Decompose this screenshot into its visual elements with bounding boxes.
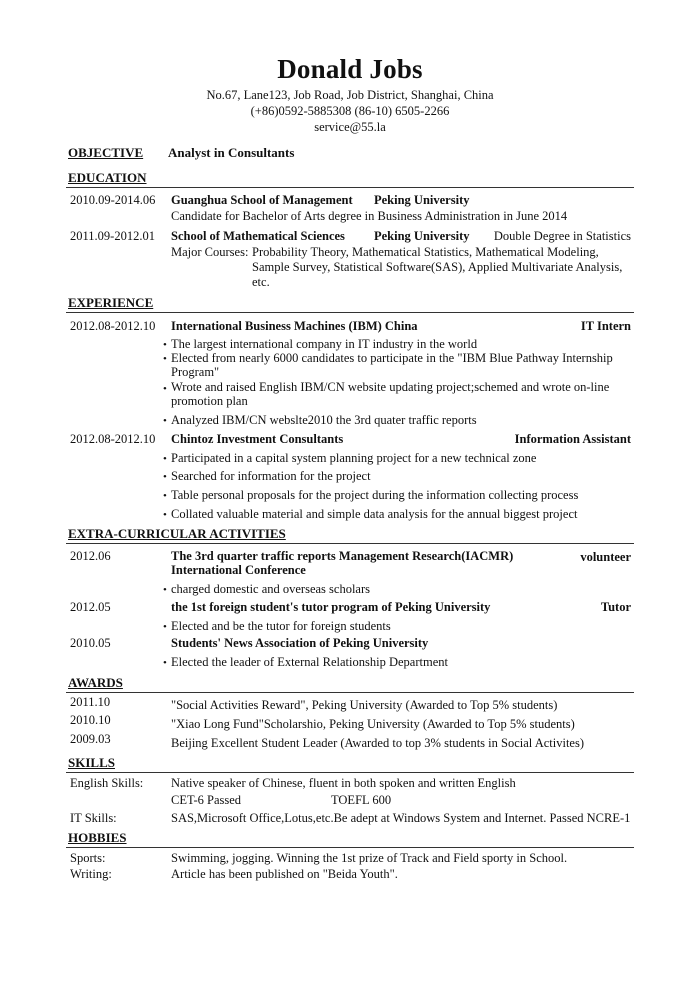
exp-2-bullet-4: Collated valuable material and simple data analysis for the annual biggest project [171,507,578,521]
education-divider [66,187,634,188]
exp-1-bullet-4: Analyzed IBM/CN webslte2010 the 3rd quater traffic reports [171,413,477,427]
english-skills-text: Native speaker of Chinese, fluent in both spoken and written English [171,776,516,790]
skills-divider [66,772,634,773]
act-2-date: 2012.05 [70,600,111,614]
edu-1-university: Peking University [374,193,470,207]
bullet-icon: • [163,339,167,351]
it-skills-label: IT Skills: [70,811,117,825]
awards-heading: AWARDS [68,675,123,690]
writing-text: Article has been published on "Beida Youth". [171,867,398,881]
hobbies-divider [66,847,634,848]
bullet-icon: • [163,453,167,465]
objective-heading: OBJECTIVE [68,145,144,160]
exp-1-date: 2012.08-2012.10 [70,319,156,333]
exp-2-bullet-1: Participated in a capital system planning project for a new technical zone [171,451,537,465]
bullet-icon: • [163,353,167,365]
candidate-name: Donald Jobs [277,54,423,84]
education-heading: EDUCATION [68,170,147,185]
english-skills-label: English Skills: [70,776,144,790]
email: service@55.la [314,120,386,134]
edu-2-courses-label: Major Courses: [171,245,249,259]
exp-1-bullet-1: The largest international company in IT industry in the world [171,337,478,351]
exp-1-bullet-2-cont: Program" [171,365,220,379]
exp-1-bullet-3-cont: promotion plan [171,394,248,408]
bullet-icon: • [163,471,167,483]
awards-divider [66,692,634,693]
exp-2-date: 2012.08-2012.10 [70,432,156,446]
act-1-title: The 3rd quarter traffic reports Management Research(IACMR) [171,549,514,563]
bullet-icon: • [163,383,167,395]
act-2-bullet-1: Elected and be the tutor for foreign students [171,619,391,633]
edu-2-courses-line-1: Probability Theory, Mathematical Statistics, Mathematical Modeling, [252,245,599,259]
bullet-icon: • [163,657,167,669]
toefl-result: TOEFL 600 [331,793,392,807]
exp-2-bullet-2: Searched for information for the project [171,469,371,483]
edu-2-courses-line-3: etc. [252,275,270,289]
bullet-icon: • [163,584,167,596]
phone-numbers: (+86)0592-5885308 (86-10) 6505-2266 [250,104,450,118]
edu-2-school: School of Mathematical Sciences [171,229,345,243]
award-1-text: "Social Activities Reward", Peking University (Awarded to Top 5% students) [171,698,558,712]
bullet-icon: • [163,415,167,427]
objective-value: Analyst in Consultants [168,145,295,160]
exp-1-bullet-2: Elected from nearly 6000 candidates to participate in the "IBM Blue Pathway Internship [171,351,613,365]
writing-label: Writing: [70,867,112,881]
award-3-text: Beijing Excellent Student Leader (Awarded to top 3% students in Social Activites) [171,736,584,750]
skills-heading: SKILLS [68,755,115,770]
bullet-icon: • [163,621,167,633]
act-3-title: Students' News Association of Peking University [171,636,429,650]
edu-2-degree: Double Degree in Statistics [493,229,631,243]
exp-1-org: International Business Machines (IBM) China [171,319,418,333]
award-3-date: 2009.03 [70,732,111,746]
sports-text: Swimming, jogging. Winning the 1st prize of Track and Field sporty in School. [171,851,568,865]
exp-1-role: IT Intern [580,319,631,333]
edu-2-courses-line-2: Sample Survey, Statistical Software(SAS), Applied Multivariate Analysis, [252,260,623,274]
cet-result: CET-6 Passed [171,793,242,807]
experience-heading: EXPERIENCE [68,295,154,310]
experience-divider [66,312,634,313]
act-2-role: Tutor [600,600,631,614]
sports-label: Sports: [70,851,106,865]
address: No.67, Lane123, Job Road, Job District, Shanghai, China [206,88,494,102]
activities-divider [66,543,634,544]
act-1-date: 2012.06 [70,549,111,563]
act-3-date: 2010.05 [70,636,111,650]
exp-1-bullet-3: Wrote and raised English IBM/CN website updating project;schemed and wrote on-line [171,380,610,394]
act-2-title: the 1st foreign student's tutor program of Peking University [171,600,491,614]
edu-1-date: 2010.09-2014.06 [70,193,156,207]
it-skills-text: SAS,Microsoft Office,Lotus,etc.Be adept at Windows System and Internet. Passed NCRE-1 [171,811,631,825]
edu-2-date: 2011.09-2012.01 [70,229,155,243]
award-2-date: 2010.10 [70,713,111,727]
hobbies-heading: HOBBIES [68,830,127,845]
act-1-bullet-1: charged domestic and overseas scholars [171,582,371,596]
edu-1-school: Guanghua School of Management [171,193,353,207]
edu-1-detail: Candidate for Bachelor of Arts degree in Business Administration in June 2014 [171,209,568,223]
activities-heading: EXTRA-CURRICULAR ACTIVITIES [68,526,286,541]
act-1-title-cont: International Conference [171,563,306,577]
act-3-bullet-1: Elected the leader of External Relationship Department [171,655,448,669]
bullet-icon: • [163,490,167,502]
edu-2-university: Peking University [374,229,470,243]
award-2-text: "Xiao Long Fund"Scholarshio, Peking University (Awarded to Top 5% students) [171,717,575,731]
bullet-icon: • [163,509,167,521]
act-1-role: volunteer [580,550,631,564]
exp-2-org: Chintoz Investment Consultants [171,432,344,446]
exp-2-role: Information Assistant [514,432,631,446]
award-1-date: 2011.10 [70,695,111,709]
exp-2-bullet-3: Table personal proposals for the project during the information collecting process [171,488,579,502]
